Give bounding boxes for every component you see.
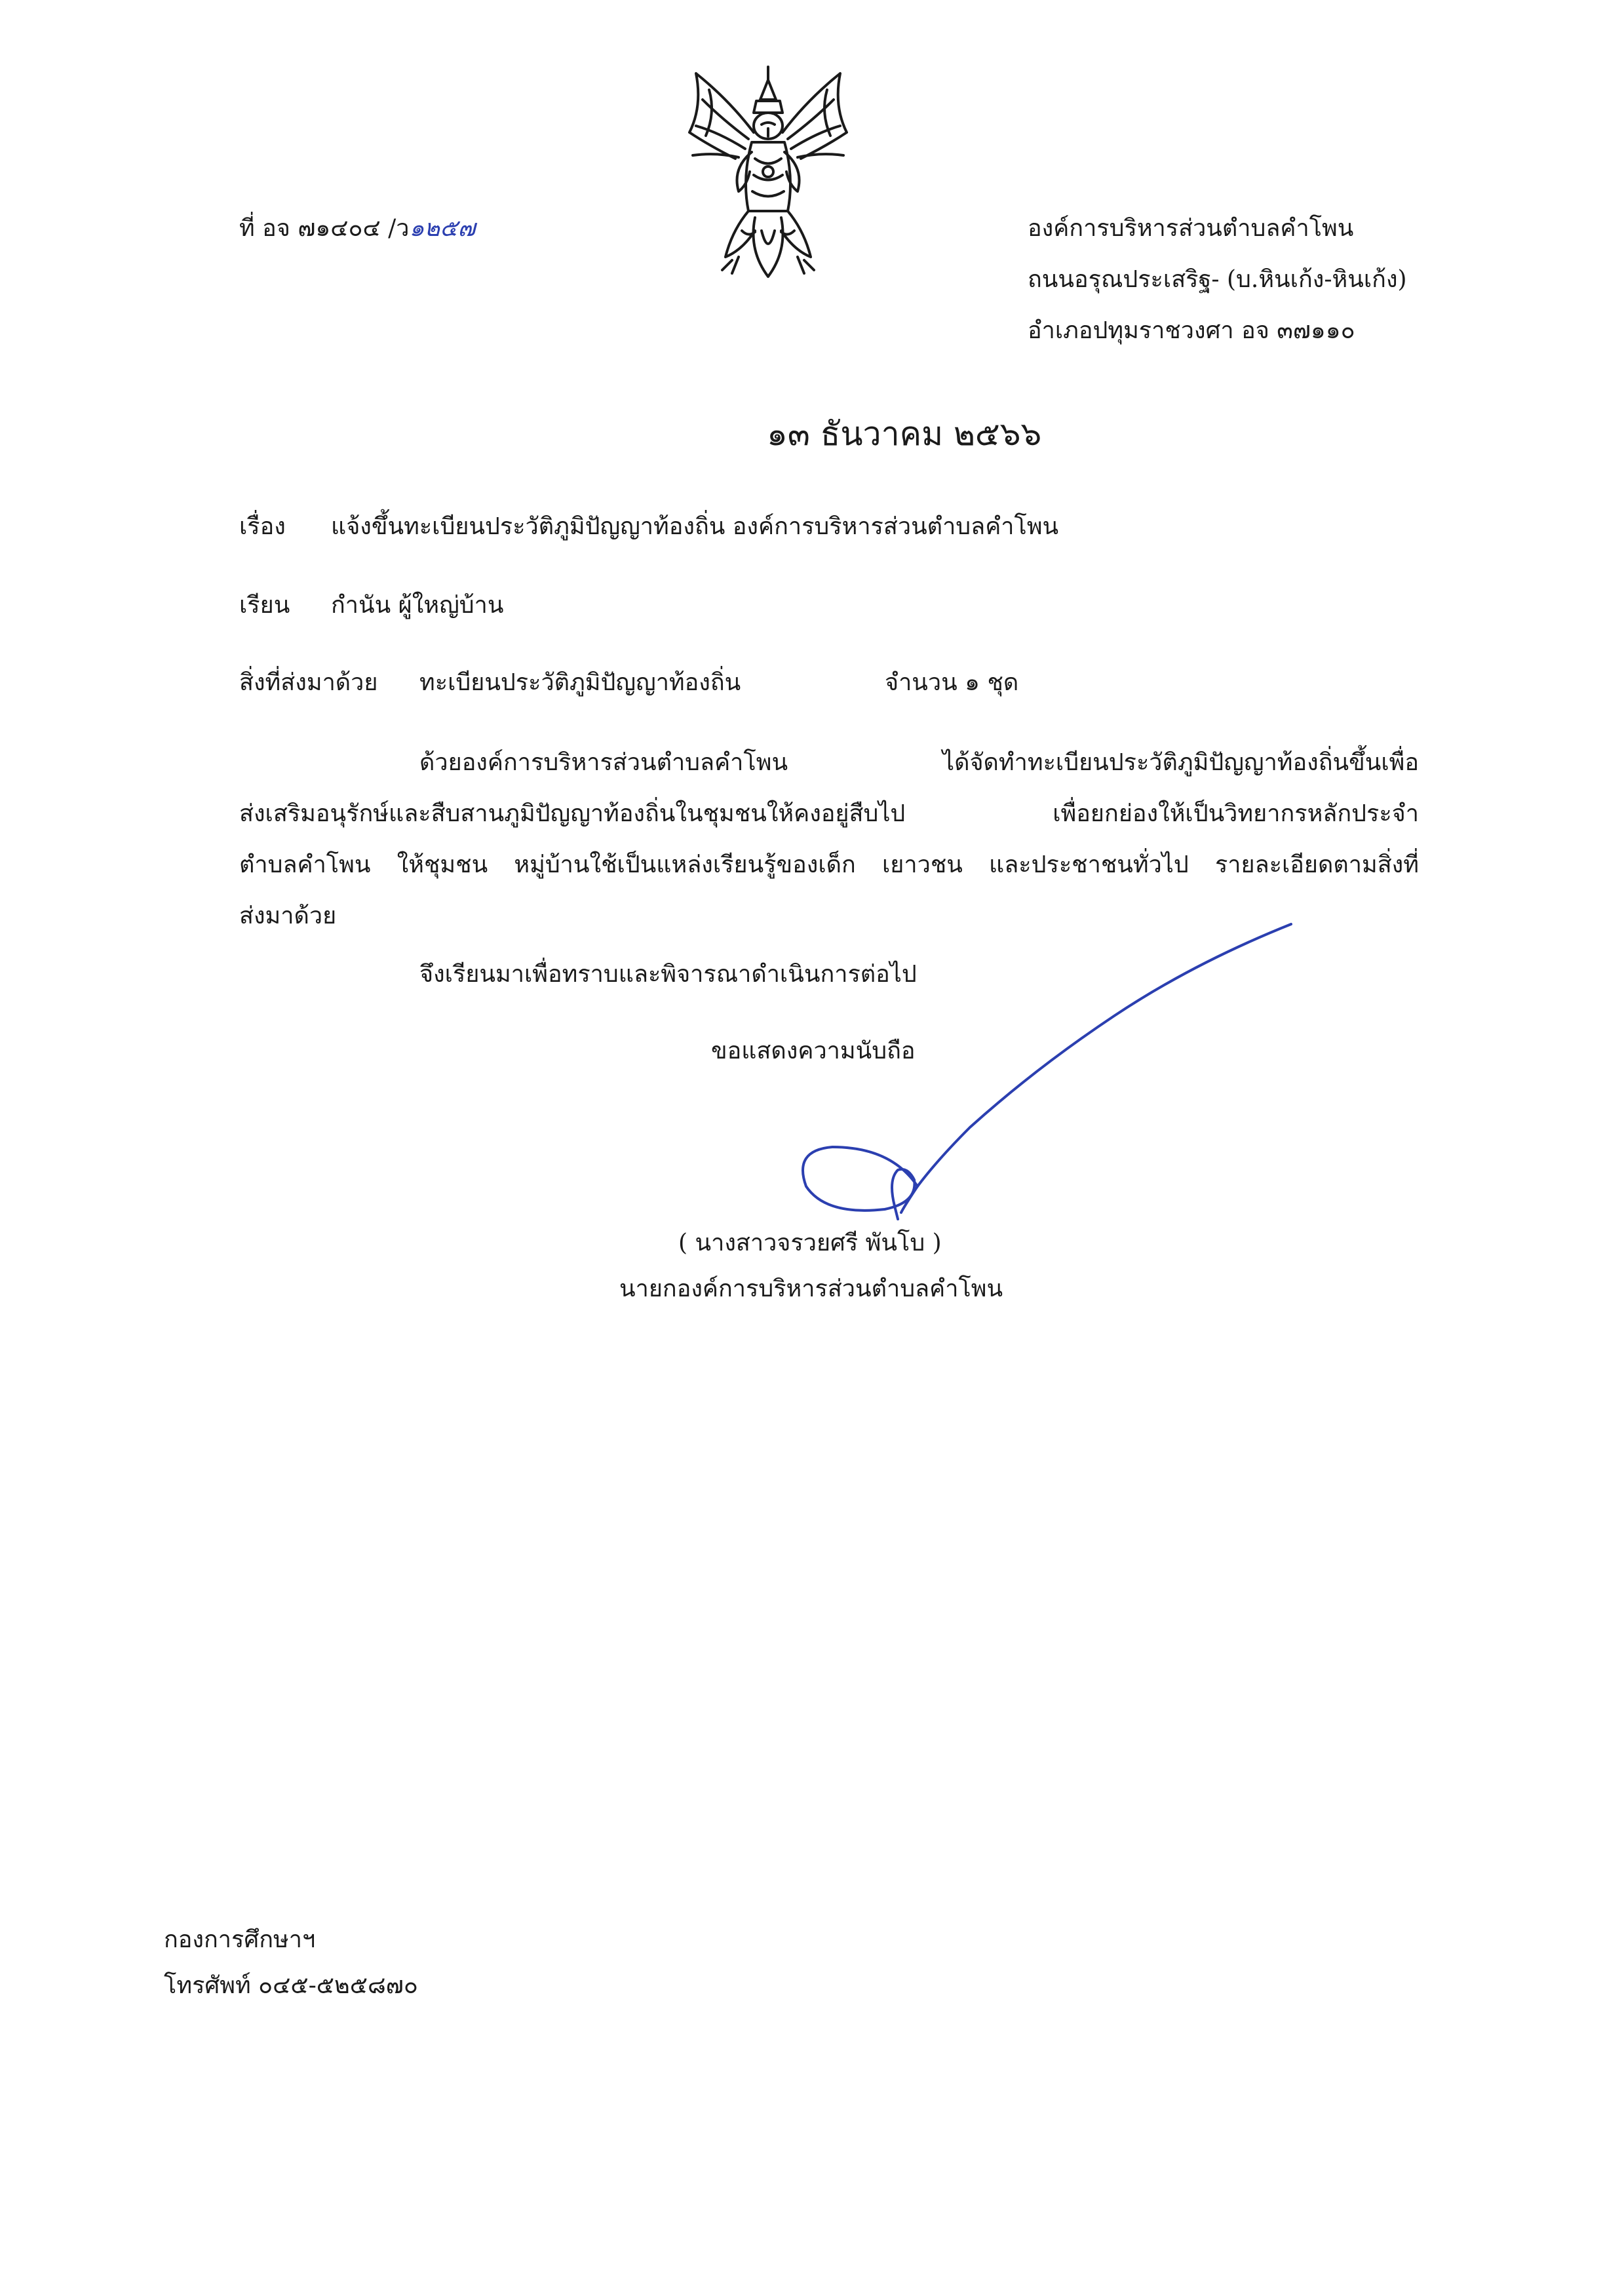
- addressee-label: เรียน: [239, 592, 290, 619]
- address-line-1: ถนนอรุณประเสริฐ- (บ.หินเก้ง-หินเก้ง): [1028, 266, 1407, 293]
- reference-printed: ที่ อจ ๗๑๔๐๔ /ว: [239, 215, 410, 242]
- body-line-2: ส่งเสริมอนุรักษ์และสืบสานภูมิปัญญาท้องถิ่นในชุมชนให้คงอยู่สืบไป เพื่อยกย่องให้เป็นวิทยากรหลักประจำ: [239, 800, 1419, 827]
- address-line-2: อำเภอปทุมราชวงศา อจ ๓๗๑๑๐: [1028, 317, 1355, 344]
- body-paragraph: [239, 737, 1419, 942]
- subject-label: เรื่อง: [239, 513, 286, 540]
- closing-request: จึงเรียนมาเพื่อทราบและพิจารณาดำเนินการต่อไป: [419, 961, 917, 988]
- letter-date: ๑๓ ธันวาคม ๒๕๖๖: [767, 415, 1042, 453]
- subject-text: แจ้งขึ้นทะเบียนประวัติภูมิปัญญาท้องถิ่น องค์การบริหารส่วนตำบลคำโพน: [331, 513, 1059, 540]
- enclosure-text: ทะเบียนประวัติภูมิปัญญาท้องถิ่น: [419, 669, 741, 696]
- signatory-position: นายกองค์การบริหารส่วนตำบลคำโพน: [619, 1275, 1003, 1302]
- body-line-1: ด้วยองค์การบริหารส่วนตำบลคำโพน ได้จัดทำทะเบียนประวัติภูมิปัญญาท้องถิ่นขึ้นเพื่อ: [419, 749, 1419, 776]
- reference-number: [239, 214, 475, 243]
- signatory-name: ( นางสาวจรวยศรี พันโบ ): [678, 1230, 942, 1256]
- addressee-text: กำนัน ผู้ใหญ่บ้าน: [331, 592, 504, 619]
- closing-regards: ขอแสดงความนับถือ: [711, 1038, 916, 1064]
- organization-name: องค์การบริหารส่วนตำบลคำโพน: [1028, 215, 1354, 242]
- reference-handwritten: ๑๒๕๗: [409, 215, 476, 242]
- handwritten-signature: [721, 918, 1311, 1232]
- body-line-4: ส่งมาด้วย: [239, 903, 337, 929]
- enclosure-label: สิ่งที่ส่งมาด้วย: [239, 669, 378, 696]
- footer-phone: โทรศัพท์ ๐๔๕-๕๒๕๘๗๐: [164, 1972, 418, 1999]
- garuda-emblem-icon: [670, 60, 866, 290]
- enclosure-quantity: จำนวน ๑ ชุด: [885, 669, 1019, 696]
- footer-department: กองการศึกษาฯ: [164, 1926, 316, 1953]
- body-line-3: ตำบลคำโพน ให้ชุมชน หมู่บ้านใช้เป็นแหล่งเรียนรู้ของเด็ก เยาวชน และประชาชนทั่วไป รายละเอียดตามสิ่งที่: [239, 851, 1419, 878]
